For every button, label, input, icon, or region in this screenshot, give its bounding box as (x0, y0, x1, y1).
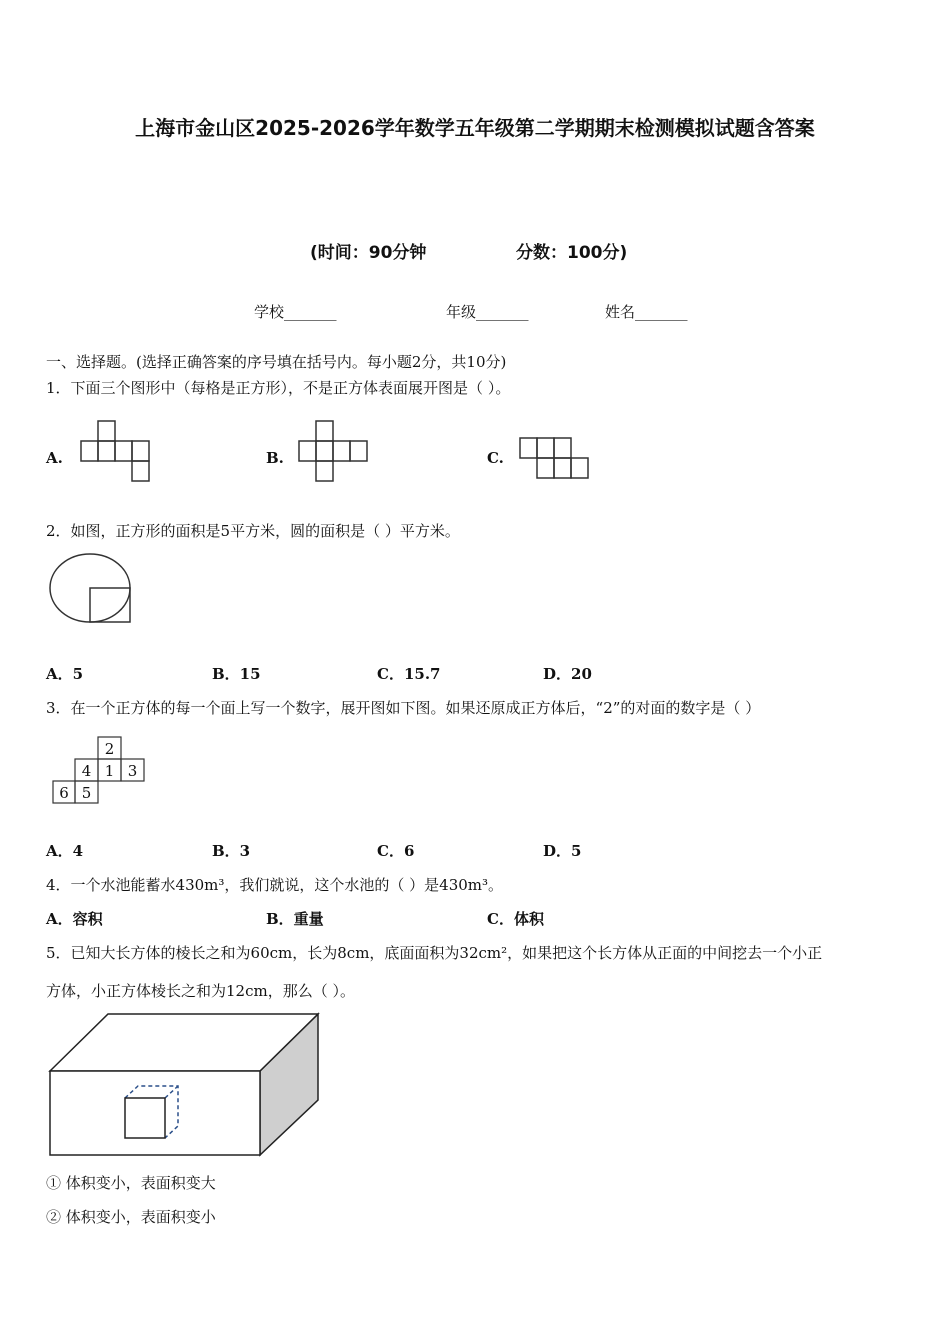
question-1-text: 1．下面三个图形中（每格是正方形），不是正方体表面展开图是（ ）。 (46, 379, 511, 397)
q1-option-a[interactable]: A. (46, 449, 63, 467)
net-figure-a (80, 420, 152, 484)
q3-option-a[interactable]: A．4 (46, 842, 84, 860)
school-field: 学校_______ (254, 303, 337, 321)
q3-option-c[interactable]: C．6 (377, 842, 415, 860)
q5-choice-1[interactable]: ① 体积变小，表面积变大 (46, 1174, 216, 1192)
question-5-line-2: 方体，小正方体棱长之和为12cm，那么（ ）。 (46, 982, 355, 1000)
q2-option-a[interactable]: A．5 (46, 665, 84, 683)
net-digit: 5 (81, 784, 92, 802)
name-field: 姓名_______ (605, 303, 688, 321)
q2-option-b[interactable]: B．15 (212, 665, 261, 683)
q4-option-c[interactable]: C．体积 (487, 910, 544, 928)
q1-option-c[interactable]: C. (487, 449, 504, 467)
net-digit: 4 (81, 762, 92, 780)
net-digit: 3 (127, 762, 138, 780)
cuboid-figure (48, 1011, 322, 1159)
q3-option-d[interactable]: D．5 (543, 842, 582, 860)
cube-net-figure (52, 736, 148, 806)
net-figure-b (298, 420, 370, 484)
q2-option-d[interactable]: D．20 (543, 665, 592, 683)
net-digit: 2 (104, 740, 115, 758)
q1-option-b[interactable]: B. (266, 449, 284, 467)
net-digit: 1 (104, 762, 115, 780)
score-label: 分数：100分) (516, 243, 628, 263)
question-5-line-1: 5．已知大长方体的棱长之和为60cm，长为8cm，底面面积为32cm²，如果把这个长方体从正面的中间挖去一个小正 (46, 944, 823, 962)
q3-option-b[interactable]: B．3 (212, 842, 251, 860)
net-digit: 6 (59, 784, 69, 802)
grade-field: 年级_______ (446, 303, 529, 321)
q5-choice-2[interactable]: ② 体积变小，表面积变小 (46, 1208, 216, 1226)
question-4-text: 4．一个水池能蓄水430m³，我们就说，这个水池的（ ）是430m³。 (46, 876, 504, 894)
section-heading: 一、选择题。(选择正确答案的序号填在括号内。每小题2分，共10分) (46, 353, 507, 371)
circle-square-figure (48, 552, 136, 626)
time-label: (时间：90分钟 (310, 243, 427, 263)
q2-option-c[interactable]: C．15.7 (377, 665, 441, 683)
question-3-text: 3．在一个正方体的每一个面上写一个数字，展开图如下图。如果还原成正方体后，“2”的对面的数字是（ ） (46, 699, 761, 717)
q4-option-b[interactable]: B．重量 (266, 910, 324, 928)
q4-option-a[interactable]: A．容积 (46, 910, 103, 928)
question-2-text: 2．如图，正方形的面积是5平方米，圆的面积是（ ）平方米。 (46, 522, 460, 540)
net-figure-c (519, 437, 593, 483)
page-title: 上海市金山区2025-2026学年数学五年级第二学期期末检测模拟试题含答案 (135, 116, 815, 140)
